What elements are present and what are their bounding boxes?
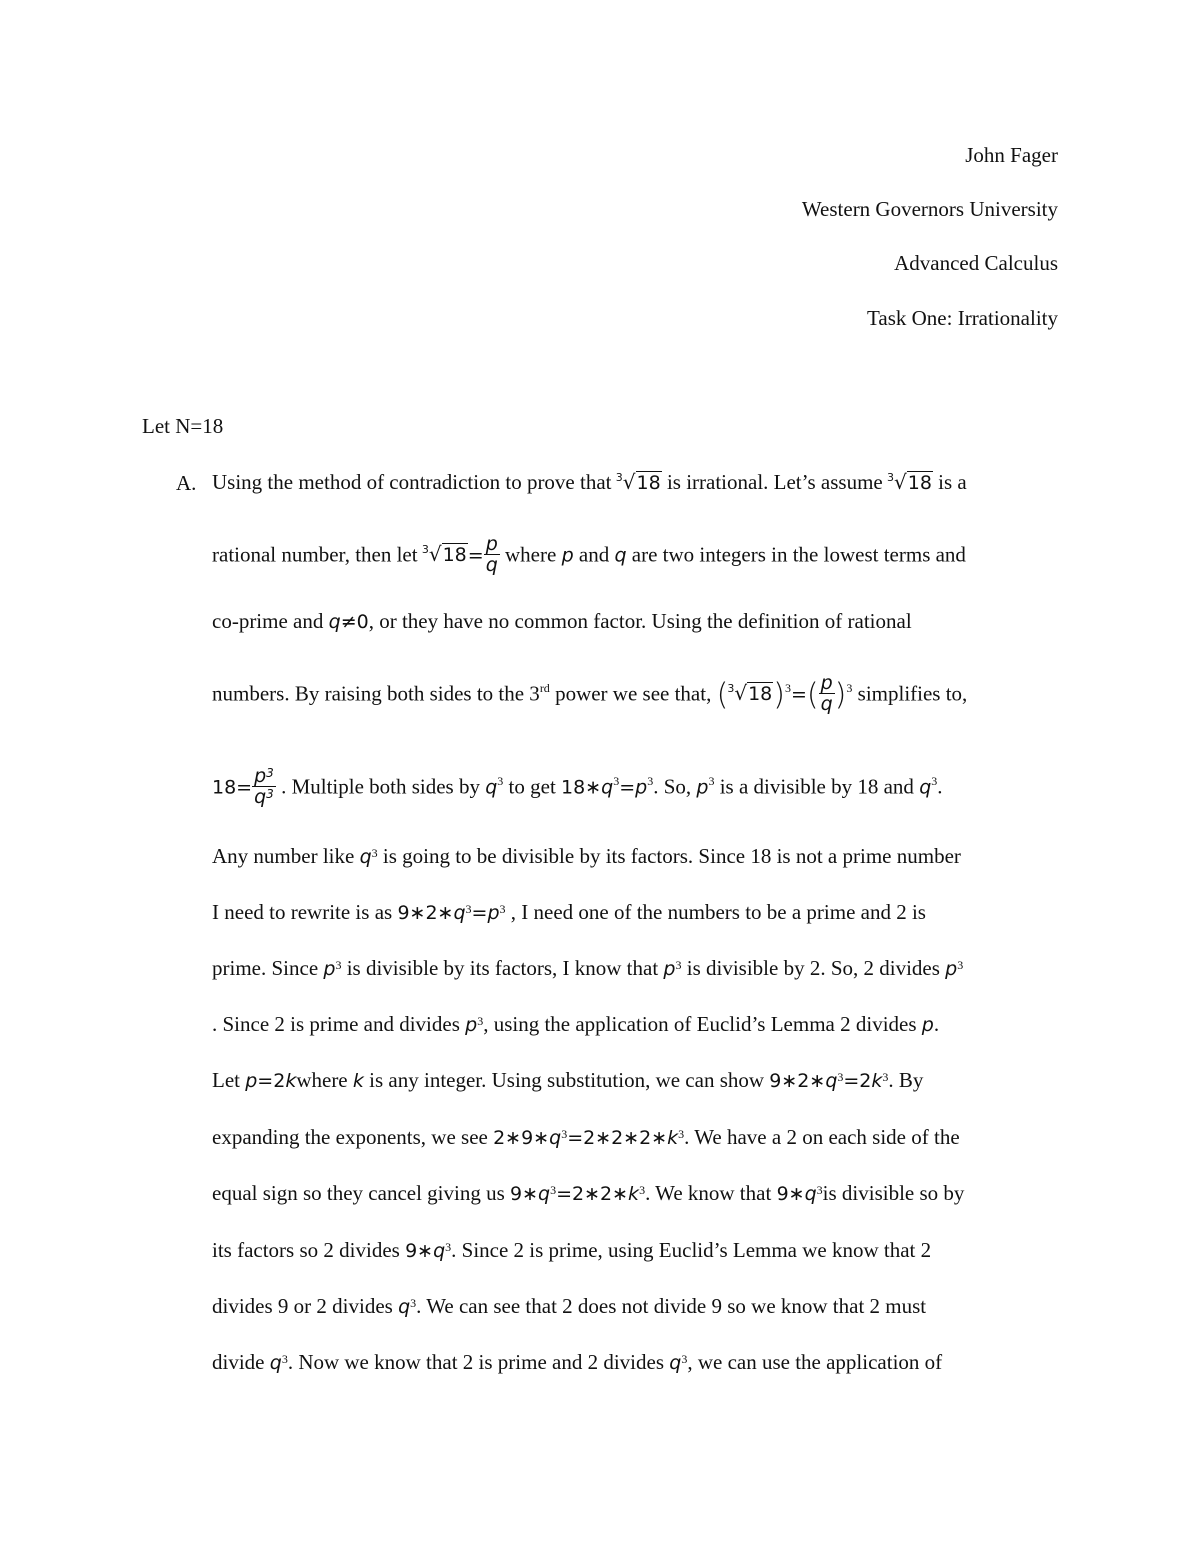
author-name: John Fager [965, 143, 1058, 167]
proof-line-10: Let p=2kwhere k is any integer. Using substitution, we can show $9∗2∗q^3=2k^3$. By [212, 1068, 924, 1092]
cube-root-18: 3 √18 [615, 470, 661, 494]
proof-line-7: I need to rewrite is as $9∗2∗q^3=p^3$ , I need one of the numbers to be a prime and 2 is [212, 900, 926, 924]
proof-line-8: prime. Since $p^3$ is divisible by its factors, I know that $p^3$ is divisible by 2. So, 2 divides $p^3$ [212, 956, 964, 980]
proof-line-2: rational number, then let 3 √18= $\frac{p}{q}$ where p and q are two integers in the lowest terms and [212, 533, 966, 576]
proof-line-3: co-prime and q≠0, or they have no common factor. Using the definition of rational [212, 609, 912, 633]
fraction-p-over-q: $\frac{p}{q}$ [820, 672, 833, 715]
fraction-p3-over-q3: $\frac{p^3}{q^3}$ [254, 765, 274, 808]
proof-line-13: its factors so 2 divides $9∗q^3$. Since 2 is prime, using Euclid’s Lemma we know that 2 [212, 1238, 932, 1262]
proof-line-4: numbers. By raising both sides to the 3rd power we see that, ( 3 √18)$^3$=( $\frac{p}{q}$ )$^3$ simplifies to, [212, 672, 968, 715]
cube-root-18: 3 √18 [727, 681, 773, 706]
proof-line-5: 18= $\frac{p^3}{q^3}$ . Multiple both sides by $q^3$ to get $18∗q^3=p^3$. So, $p^3$ is a divisible by 18 and $q^3$. [212, 765, 943, 808]
proof-line-11: expanding the exponents, we see $2∗9∗q^3=2∗2∗2∗k^3$. We have a 2 on each side of the [212, 1125, 960, 1149]
proof-line-12: equal sign so they cancel giving us $9∗q^3=2∗2∗k^3$. We know that $9∗q^3is$ divisible so by [212, 1181, 965, 1205]
cube-root-18: 3 √18 [421, 542, 467, 567]
proof-line-14: divides 9 or 2 divides $q^3$. We can see that 2 does not divide 9 so we know that 2 must [212, 1294, 927, 1318]
section-marker: A. [176, 471, 197, 495]
cube-root-18: 3 √18 [886, 470, 932, 494]
course-name: Advanced Calculus [894, 251, 1058, 275]
proof-line-6: Any number like $q^3$ is going to be divisible by its factors. Since 18 is not a prime number [212, 844, 961, 868]
proof-line-15: divide $q^3$. Now we know that 2 is prime and 2 divides $q^3$, we can use the application of [212, 1350, 943, 1374]
task-title: Task One: Irrationality [867, 306, 1058, 330]
fraction-p-over-q: $\frac{p}{q}$ [485, 533, 498, 576]
intro-statement: Let N=18 [142, 414, 224, 438]
school-name: Western Governors University [801, 197, 1058, 221]
proof-line-9: . Since 2 is prime and divides $p^3$, using the application of Euclid’s Lemma 2 divides p. [212, 1012, 940, 1036]
proof-line-1: Using the method of contradiction to prove that 3 √18 is irrational. Let’s assume 3 √18 is a [212, 466, 967, 498]
